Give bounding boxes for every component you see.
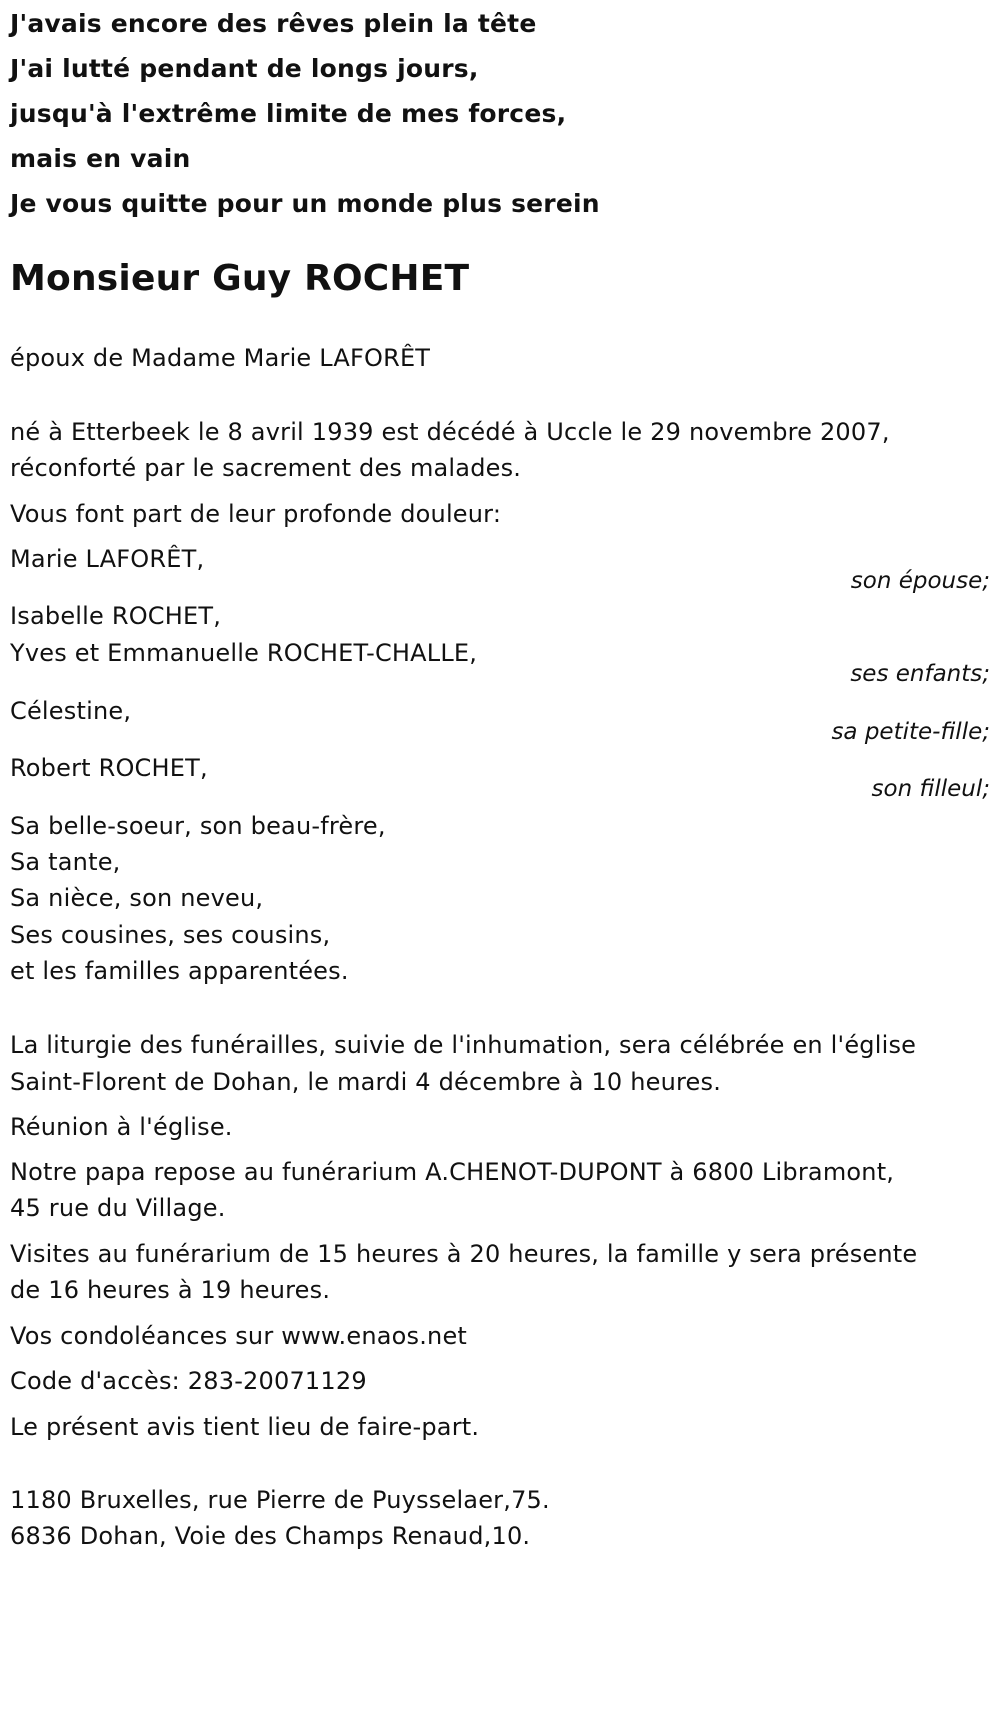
family-member-name: Isabelle ROCHET, [10,602,222,630]
family-role: son filleul; [871,776,990,802]
relatives-line: Sa tante, [10,848,121,876]
family-role: sa petite-fille; [831,719,990,745]
funeral-line: La liturgie des funérailles, suivie de l'inhumation, sera célébrée en l'église [10,1031,917,1059]
family-member-name: Robert ROCHET, [10,754,208,782]
address-line: 1180 Bruxelles, rue Pierre de Puysselaer,75. [10,1486,550,1514]
meeting-line: Réunion à l'église. [10,1113,233,1141]
relatives-line: et les familles apparentées. [10,957,349,985]
funerarium-line: 45 rue du Village. [10,1194,226,1222]
family-member-name: Marie LAFORÊT, [10,545,205,573]
deceased-name: Monsieur Guy ROCHET [10,258,470,299]
family-role: son épouse; [850,568,990,594]
birth-death-line: réconforté par le sacrement des malades. [10,454,522,482]
birth-death-line: né à Etterbeek le 8 avril 1939 est décédé à Uccle le 29 novembre 2007, [10,418,890,446]
poem-line: J'ai lutté pendant de longs jours, [10,54,479,83]
relatives-line: Sa belle-soeur, son beau-frère, [10,812,386,840]
poem-line: jusqu'à l'extrême limite de mes forces, [10,99,567,128]
notice-line: Le présent avis tient lieu de faire-part. [10,1413,480,1441]
visits-line: Visites au funérarium de 15 heures à 20 heures, la famille y sera présente [10,1240,918,1268]
relatives-line: Ses cousines, ses cousins, [10,921,331,949]
funerarium-line: Notre papa repose au funérarium A.CHENOT-DUPONT à 6800 Libramont, [10,1158,895,1186]
poem-line: mais en vain [10,144,191,173]
family-role: ses enfants; [850,661,990,687]
family-member-name: Yves et Emmanuelle ROCHET-CHALLE, [10,639,478,667]
funeral-line: Saint-Florent de Dohan, le mardi 4 décembre à 10 heures. [10,1068,722,1096]
access-code-line: Code d'accès: 283-20071129 [10,1367,367,1395]
poem-line: J'avais encore des rêves plein la tête [10,9,537,38]
condolences-line: Vos condoléances sur www.enaos.net [10,1322,468,1350]
family-member-name: Célestine, [10,697,132,725]
poem-line: Je vous quitte pour un monde plus serein [10,189,600,218]
address-line: 6836 Dohan, Voie des Champs Renaud,10. [10,1522,531,1550]
spouse-line: époux de Madame Marie LAFORÊT [10,344,431,372]
visits-line: de 16 heures à 19 heures. [10,1276,331,1304]
family-intro: Vous font part de leur profonde douleur: [10,500,502,528]
relatives-line: Sa nièce, son neveu, [10,884,264,912]
